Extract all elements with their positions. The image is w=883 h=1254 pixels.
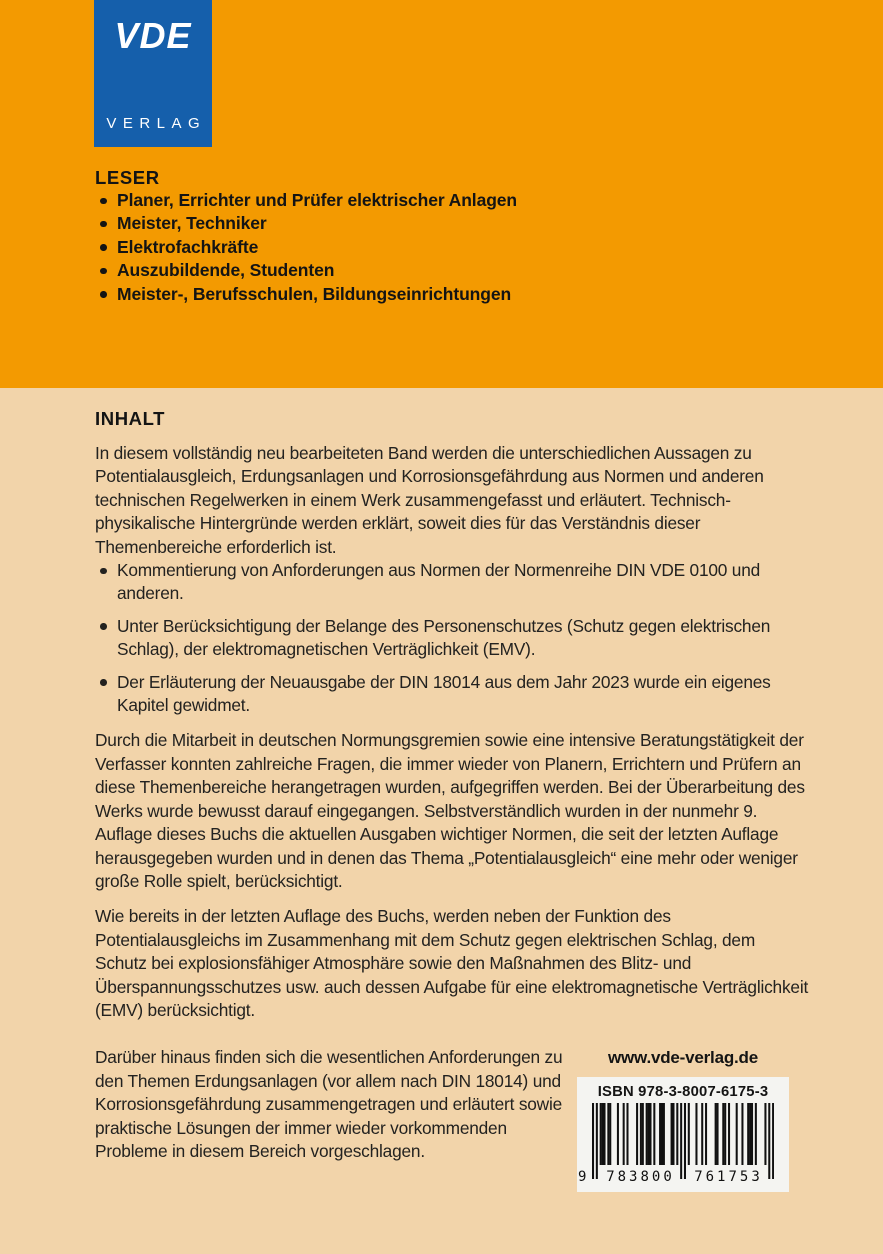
bullet-dot: [100, 568, 107, 575]
ean13-barcode: [578, 1103, 775, 1186]
list-item-label: Elektrofachkräfte: [117, 236, 259, 257]
footer-row: [95, 1034, 811, 1192]
bullet-dot: [100, 268, 107, 275]
bullet-dot: [100, 244, 107, 251]
list-item: [95, 559, 811, 606]
bullet-dot: [100, 623, 107, 630]
inhalt-paragraph-2: Durch die Mitarbeit in deutschen Normungsgremien sowie eine intensive Beratungstätigkeit der Verfasser konnten zahlreiche Fragen, die immer wieder von Planern, Errichtern und Prüfern an diese Themenbereiche herangetragen wurden, aufgegriffen werden. Bei der Überarbeitung des Werks wurde bewusst darauf eingegangen. Selbstverständlich wurden in der nunmehr 9. Auflage dieses Buchs die aktuellen Ausgaben wichtiger Normen, die seit der letzten Auflage herausgegeben wurden und in denen das Thema „Potentialausgleich“ eine mehr oder weniger große Rolle spielt, berücksichtigt.: [95, 730, 805, 891]
list-item-label: Der Erläuterung der Neuausgabe der DIN 18014 aus dem Jahr 2023 wurde ein eigenes Kapitel gewidmet.: [117, 671, 771, 716]
leser-heading: LESER: [95, 167, 160, 188]
list-item-label: Meister, Techniker: [117, 213, 267, 234]
publisher-info: [577, 1034, 789, 1192]
list-item-label: Meister-, Berufsschulen, Bildungseinrichtungen: [117, 283, 512, 304]
list-item: [95, 189, 823, 212]
bullet-dot: [100, 679, 107, 686]
list-item-label: Auszubildende, Studenten: [117, 260, 335, 281]
bullet-dot: [100, 221, 107, 228]
bullet-dot: [100, 291, 107, 298]
list-item: [95, 671, 811, 718]
inhalt-paragraph-1: In diesem vollständig neu bearbeiteten Band werden die unterschiedlichen Aussagen zu Potentialausgleich, Erdungsanlagen und Korrosionsgefährdung aus Normen und anderen technischen Regelwerken in einem Werk zusammengefasst und erläutert. Technisch-physikalische Hintergründe werden erklärt, soweit dies für das Verständnis dieser Themenbereiche erforderlich ist.: [95, 443, 764, 557]
logo-subbrand-text: VERLAG: [106, 115, 207, 132]
publisher-website: www.vde-verlag.de: [608, 1048, 758, 1068]
list-item: [95, 236, 823, 259]
vde-verlag-logo: [94, 0, 212, 147]
logo-brand-text: VDE: [114, 15, 192, 56]
inhalt-paragraph-4: Darüber hinaus finden sich die wesentlichen Anforderungen zu den Themen Erdungsanlagen (vor allem nach DIN 18014) und Korrosionsgefährdung zusammengetragen und erläutert sowie praktische Lösungen der immer wieder vorkommenden Probleme in diesem Bereich vorgeschlagen.: [95, 1047, 563, 1161]
inhalt-section: [0, 388, 883, 1192]
list-item-label: Unter Berücksichtigung der Belange des Personenschutzes (Schutz gegen elektrischen Schlag), der elektromagnetischen Verträglichkeit (EMV).: [117, 615, 771, 660]
list-item-label: Planer, Errichter und Prüfer elektrischer Anlagen: [117, 190, 518, 210]
list-item: [95, 259, 823, 282]
list-item: [95, 212, 823, 235]
bullet-dot: [100, 198, 107, 205]
list-item: [95, 615, 811, 662]
list-item-label: Kommentierung von Anforderungen aus Normen der Normenreihe DIN VDE 0100 und anderen.: [117, 560, 761, 604]
inhalt-heading: INHALT: [95, 408, 166, 429]
isbn-label: ISBN 978-3-8007-6175-3: [597, 1084, 769, 1101]
inhalt-paragraph-3: Wie bereits in der letzten Auflage des Buchs, werden neben der Funktion des Potentialausgleichs im Zusammenhang mit dem Schutz gegen elektrischen Schlag, dem Schutz bei explosionsfähiger Atmosphäre sowie den Maßnahmen des Blitz- und Überspannungsschutzes usw. auch dessen Aufgabe für eine elektromagnetische Verträglichkeit (EMV) berücksichtigt.: [95, 906, 809, 1020]
isbn-barcode-panel: [577, 1077, 789, 1192]
header-band: [0, 0, 883, 388]
list-item: [95, 283, 823, 306]
inhalt-list: [95, 559, 811, 717]
leser-list: [95, 189, 823, 306]
barcode-digit-prefix: 9: [578, 1169, 587, 1186]
leser-section: [95, 167, 823, 306]
barcode-digit-group: 761753: [694, 1169, 763, 1186]
barcode-digit-group: 783800: [606, 1169, 675, 1186]
